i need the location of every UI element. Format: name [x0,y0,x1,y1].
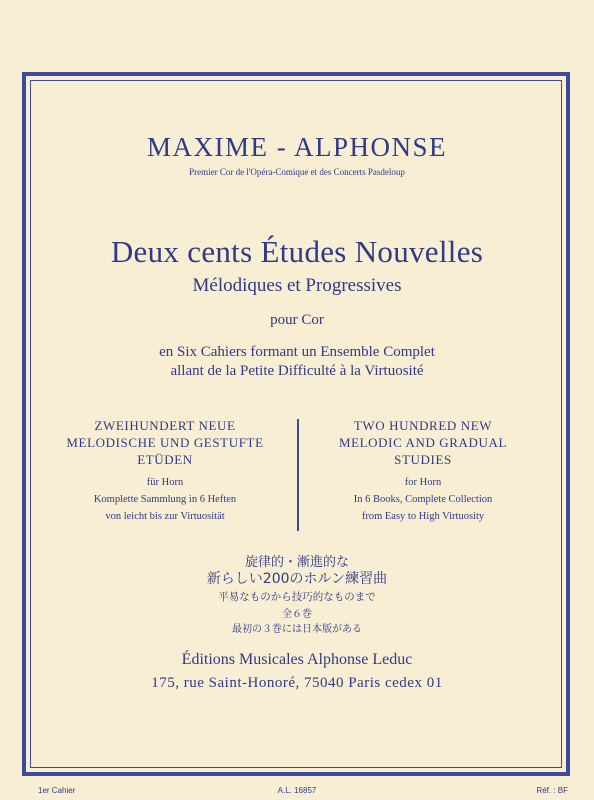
catalog-number: A.L. 16857 [277,786,317,795]
english-line-4: for Horn [404,477,442,488]
instrument-line: pour Cor [270,312,324,328]
german-title-block [50,417,280,525]
german-line-3: ETÜDEN [137,452,193,467]
english-line-1: TWO HUNDRED NEW [353,418,493,433]
main-title: Deux cents Études Nouvelles [110,234,484,269]
japanese-line-4: 全６巻 [282,609,312,620]
column-divider [297,419,299,531]
description-line-2: allant de la Petite Difficulté à la Virtuosité [170,363,424,379]
japanese-line-2: 新らしい200のホルン練習曲 [206,571,388,587]
sub-title: Mélodiques et Progressives [192,275,402,296]
german-line-6: von leicht bis zur Virtuosität [105,511,225,522]
publisher-name: Éditions Musicales Alphonse Leduc [181,651,413,668]
german-line-4: für Horn [146,477,184,488]
english-title-block [308,417,538,525]
japanese-line-1: 旋律的・漸進的な [244,555,349,570]
author-subtitle: Premier Cor de l'Opéra-Comique et des Concerts Pasdeloup [189,167,405,177]
description-line-1: en Six Cahiers formant un Ensemble Complet [159,344,435,360]
japanese-line-3: 平易なものから技巧的なものまで [218,591,376,603]
reference-code: Réf. : BF [536,786,568,795]
english-line-2: MELODIC AND GRADUAL [338,435,508,450]
english-line-3: STUDIES [394,452,452,467]
volume-label: 1er Cahier [38,786,76,795]
german-line-2: MELODISCHE UND GESTUFTE [66,435,264,450]
japanese-line-5: 最初の３巻には日本版がある [232,624,362,635]
german-line-5: Komplette Sammlung in 6 Heften [93,494,237,505]
german-line-1: ZWEIHUNDERT NEUE [94,418,236,433]
english-line-6: from Easy to High Virtuosity [361,511,485,522]
author-name: MAXIME - ALPHONSE [146,132,447,162]
publisher-address: 175, rue Saint-Honoré, 75040 Paris cedex 01 [151,675,443,691]
english-line-5: In 6 Books, Complete Collection [353,494,493,505]
